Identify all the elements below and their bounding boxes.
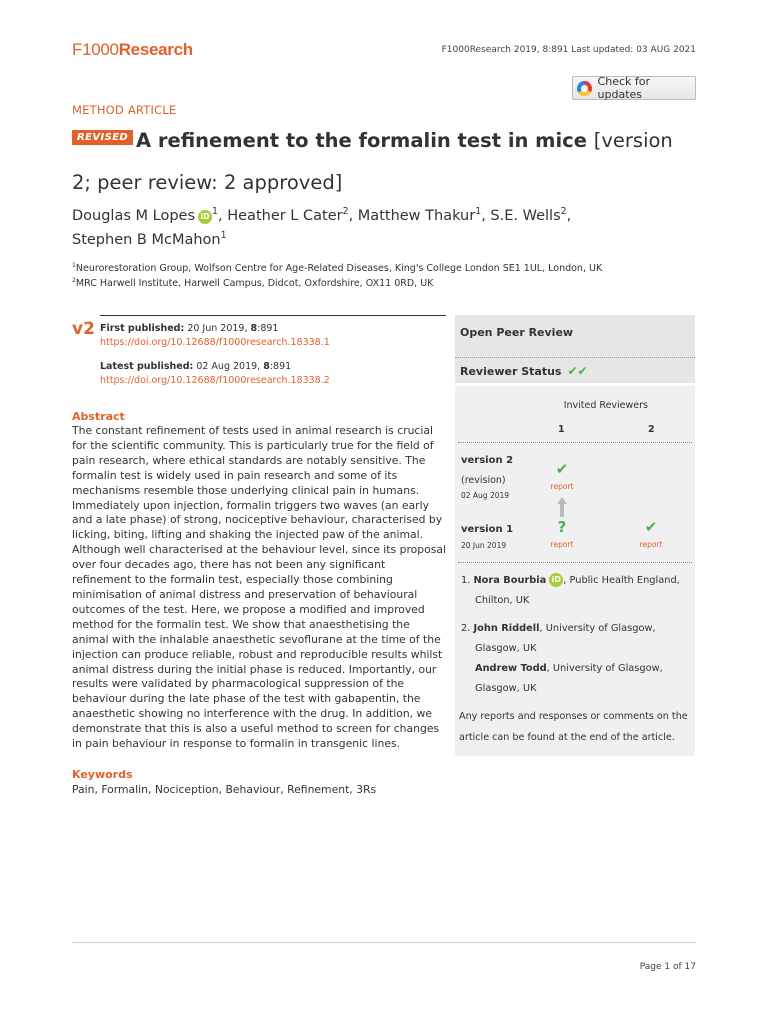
version-1-label[interactable]: version 1 [461,524,514,535]
divider [458,562,692,563]
reviewer-2 [461,619,693,699]
author-list: Douglas M Lopes iD $^1$, Heather L Cater$^2$, Matthew Thakur$^1$, S.E. Wells$^2$, Stephen B McMahon$^1$ [72,206,572,248]
f1000research-logo[interactable] [72,40,193,60]
latest-published-page: :891 [269,361,292,372]
arrow-stem [560,504,564,517]
reviewer-affiliation: Glasgow, UK [475,683,537,694]
author-affiliation-ref: 1 [475,206,482,218]
report-link[interactable]: report [550,540,574,549]
approved-check-icon: ✔ [644,518,658,536]
keywords-heading: Keywords [72,768,133,781]
reviewer-1 [461,571,693,611]
crossmark-icon [577,81,592,96]
keywords-text: Pain, Formalin, Nociception, Behaviour, Refinement, 3Rs [72,783,377,796]
open-peer-review-heading: Open Peer Review [455,315,695,357]
latest-published-volume: 8 [263,361,270,372]
latest-doi-link[interactable]: https://doi.org/10.12688/f1000research.18338.2 [100,375,330,386]
approved-check-icon: ✔✔ [567,364,588,378]
first-published-label: First published: [100,323,185,334]
orcid-icon[interactable]: iD [198,210,212,224]
affiliations [72,261,692,291]
logo-f1000: F1000 [72,40,119,59]
latest-published-date: 02 Aug 2019, [196,361,261,372]
reviewer-affiliation: Glasgow, UK [475,643,537,654]
page-number: Page 1 of 17 [639,962,696,972]
footer-divider [72,942,696,943]
check-updates-button[interactable] [572,76,696,100]
peer-review-note: Any reports and responses or comments on the article can be found at the end of the article. [459,711,688,743]
reviewer-name[interactable]: Andrew Todd [475,663,547,674]
check-updates-label: Check for updates [597,75,651,101]
reviewer-affiliation: , Public Health England, [563,575,680,586]
divider [100,315,446,316]
reviewer-column-1: 1 [558,424,565,435]
affiliation [72,276,692,291]
author-name[interactable]: S.E. Wells [490,208,561,224]
reviewer-number: 1. [461,575,471,586]
article-title [72,120,692,204]
version-2-revision: (revision) [461,475,506,486]
report-link[interactable]: report [550,482,574,491]
reviewer-affiliation: Chilton, UK [475,595,530,606]
author-affiliation-ref: 1 [220,230,227,242]
report-link[interactable]: report [639,540,663,549]
version-tag: v2 [72,319,95,339]
version-2-label[interactable]: version 2 [461,455,514,466]
author-affiliation-ref: 2 [560,206,567,218]
latest-published-label: Latest published: [100,361,194,372]
first-published-volume: 8 [250,323,258,334]
version-1-date: 20 Jun 2019 [461,541,507,550]
reviewer-affiliation: , University of Glasgow, [539,623,656,634]
reviewer-number: 2. [461,623,471,634]
version-note: [version 2; peer review: 2 approved] [72,129,673,194]
affiliation-text: Neurorestoration Group, Wolfson Centre for Age-Related Diseases, King's College London SE1 1UL, London, UK [75,263,603,274]
affiliation-num: 2 [72,276,76,284]
arrow-up-icon [557,497,567,504]
affiliation [72,261,692,276]
reviewer-name[interactable]: Nora Bourbia [473,575,547,586]
author-name[interactable]: Heather L Cater [227,208,343,224]
publication-info [100,322,440,388]
article-type: METHOD ARTICLE [72,103,177,117]
author-affiliation-ref: 2 [342,206,349,218]
citation-line: F1000Research 2019, 8:891 Last updated: 03 AUG 2021 [441,45,696,55]
latest-published [100,360,440,374]
abstract-heading: Abstract [72,410,125,423]
affiliation-num: 1 [72,261,76,269]
reviewer-name[interactable]: John Riddell [473,623,540,634]
logo-research: Research [118,40,193,59]
first-published [100,322,440,336]
abstract-text: The constant refinement of tests used in animal research is crucial for the scientific community. This is particularly true for the field of pain research, where ethical standards are notably sensitive. The formalin test is widely used in pain research and some of its mechanisms resemble those underlying clinical pain in humans. Immediately upon injection, formalin triggers two waves (an early and a late phase) of strong, nociceptive behaviour, characterised by licking, biting, lifting and shaking the injected paw of the animal. Although well characterised at the behaviour level, since its proposal over four decades ago, there has not been any significant refinement to the formalin test, especially those combining minimisation of animal distress and preservation of behavioural outcomes of the test. Here, we propose a modified and improved method for the formalin test. We show that anaesthetising the animal with the inhalable anaesthetic sevoflurane at the time of the injection can produce reliable, robust and reproducible results whilst animal distress during the initial phase is reduced. Importantly, our results were validated by pharmacological suppression of the behaviour during the late phase of the test with gabapentin, the anaesthetic showing no interference with the drug. In addition, we demonstrate that this is also a useful method to screen for changes in pain behaviour in response to formalin in transgenic lines. [72,424,446,751]
reviewer-status-label: Reviewer Status [460,365,562,378]
author-affiliation-ref: 1 [212,206,219,218]
orcid-icon[interactable]: iD [549,573,563,587]
author-name[interactable]: Douglas M Lopes [72,208,196,224]
approved-check-icon: ✔ [555,460,569,478]
revised-badge: REVISED [72,130,133,145]
reviewer-status [455,357,695,383]
title-text: A refinement to the formalin test in mice [136,129,587,152]
version-2-date: 02 Aug 2019 [461,491,510,500]
invited-reviewers-label: Invited Reviewers [563,400,648,411]
first-published-date: 20 Jun 2019, [187,323,248,334]
affiliation-text: MRC Harwell Institute, Harwell Campus, Didcot, Oxfordshire, OX11 0RD, UK [75,278,434,289]
first-doi-link[interactable]: https://doi.org/10.12688/f1000research.18338.1 [100,337,330,348]
reviewer-affiliation: , University of Glasgow, [546,663,663,674]
divider [458,442,692,443]
author-name[interactable]: Stephen B McMahon [72,232,221,248]
first-published-page: :891 [257,323,279,334]
question-mark-icon: ? [557,518,567,536]
reviewer-column-2: 2 [648,424,655,435]
author-name[interactable]: Matthew Thakur [357,208,476,224]
